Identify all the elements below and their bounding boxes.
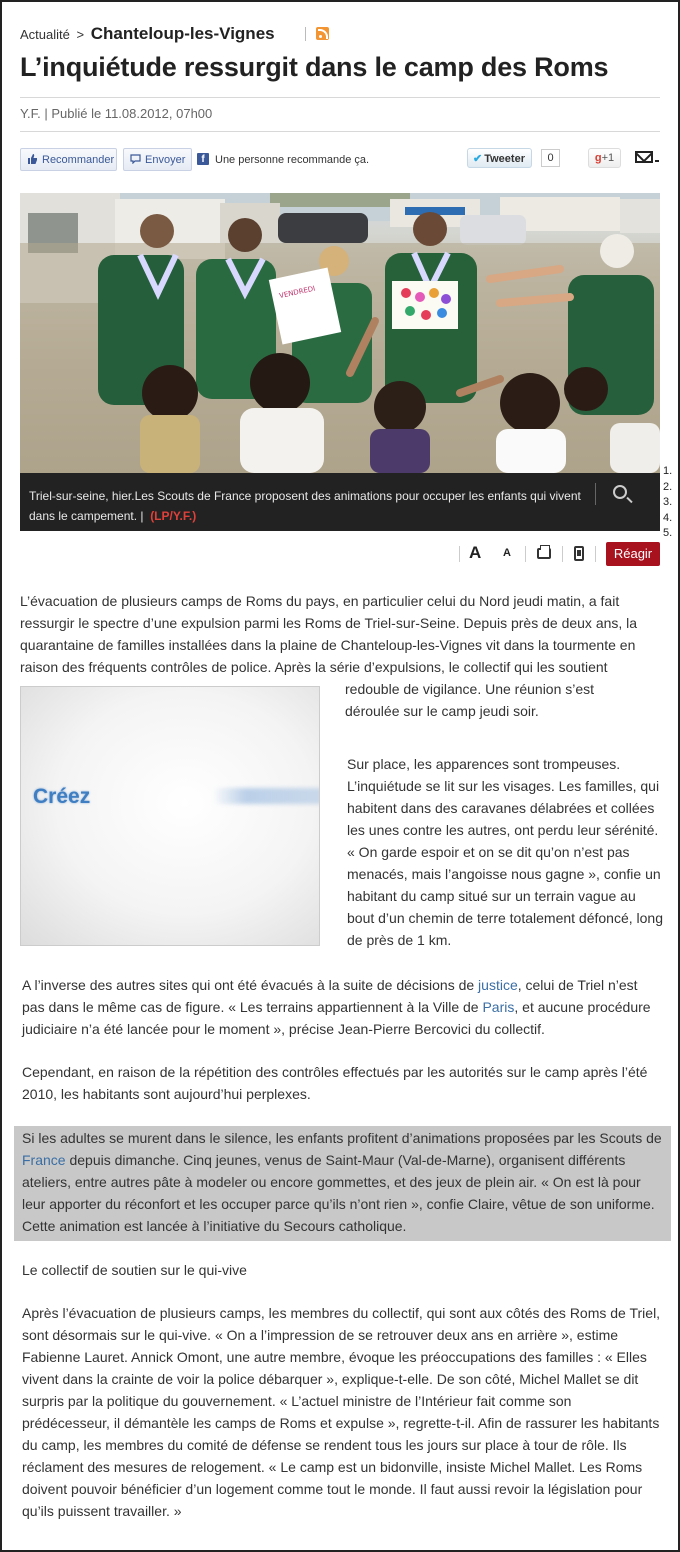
react-button[interactable]: Réagir: [606, 542, 660, 566]
advertisement[interactable]: [20, 686, 320, 946]
caption-divider: [595, 483, 596, 505]
print-icon[interactable]: [537, 548, 551, 559]
divider: [20, 97, 660, 98]
tool-divider: [459, 546, 460, 562]
link-france[interactable]: France: [22, 1152, 66, 1168]
font-increase-button[interactable]: A: [469, 543, 482, 562]
paragraph-1: L’évacuation de plusieurs camps de Roms du pays, en particulier celui du Nord jeudi matin, a fait ressurgir le spectre d’une expulsion parmi les Roms de Triel-sur-Seine. Depuis près de deux ans, la quarantaine de familles installées dans la plaine de Chanteloup-les-Vignes vit dans la tourmente en raison des fréquents contrôles de police. Après la série d’expulsions, le collectif qui les soutient: [20, 593, 638, 675]
subheading: Le collectif de soutien sur le qui-vive: [22, 1262, 247, 1278]
photo-pager: [663, 464, 672, 542]
recommend-button[interactable]: [20, 148, 117, 171]
breadcrumb-city[interactable]: Chanteloup-les-Vignes: [90, 24, 275, 43]
facebook-recommend-text: Une personne recommande ça.: [215, 154, 370, 166]
caption-text: Triel-sur-seine, hier.Les Scouts de France proposent des animations pour occuper les enfants qui vivent dans le campement. | (LP/Y.F.): [29, 489, 581, 523]
divider: [20, 131, 660, 132]
paragraph-6: Après l’évacuation de plusieurs camps, les membres du collectif, qui sont aux côtés des Roms de Triel, sont désormais sur le qui-vive. « On a l’impression de se retrouver deux ans en arrière », estime Fabienne Lauret. Annick Omont, une autre membre, évoque les préoccupations des familles : « Elles vivent dans la crainte de voir la police débarquer », explique-t-elle. De son côté, Michel Mallet se dit surpris par la politique du gouvernement. « L’actuel ministre de l’Intérieur fait comme son prédécesseur, il démantèle les camps de Roms et expulse », regrette-t-il. Afin de rassurer les habitants du camp, les membres du comité de défense se rendent tous les jours sur place à tour de rôle. Ils réclament des mesures de relogement. « Le camp est un bidonville, insiste Michel Mallet. Les Roms doivent pouvoir bénéficier d’un logement comme tout le monde. Il faut aussi revoir la législation pour qu’ils puissent travailler. »: [22, 1305, 661, 1519]
pager-item[interactable]: 4.: [663, 511, 673, 524]
speech-bubble-icon: [130, 154, 141, 164]
breadcrumb-section[interactable]: Actualité: [20, 27, 70, 42]
ad-blurred-text: [213, 788, 320, 804]
photo-caption: [20, 473, 660, 531]
mobile-icon[interactable]: [574, 546, 584, 561]
tweet-button[interactable]: [467, 148, 532, 168]
zoom-icon[interactable]: [613, 485, 627, 499]
caption-credit: (LP/Y.F.): [150, 509, 197, 523]
facebook-icon: f: [197, 153, 209, 165]
send-button[interactable]: [123, 148, 192, 171]
tweet-count: 0: [541, 149, 560, 167]
tool-divider: [562, 546, 563, 562]
paragraph-2: Sur place, les apparences sont trompeuses. L’inquiétude se lit sur les visages. Les familles, qui habitent dans des caravanes délabrées et collées les unes contre les autres, ont perdu leur sérénité. « On garde espoir et on se dit qu’on n’est pas menacés, mais l’angoisse nous gagne », confie un habitant du camp situé sur un terrain vague au bout d’un chemin de terre totalement défoncé, long de près de 1 km.: [347, 756, 663, 948]
ad-text: Créez: [33, 785, 91, 808]
email-icon[interactable]: [635, 151, 653, 163]
rss-icon[interactable]: [316, 27, 329, 40]
tool-divider: [525, 546, 526, 562]
byline: Y.F. | Publié le 11.08.2012, 07h00: [20, 106, 213, 121]
pager-item[interactable]: 5.: [663, 527, 673, 539]
pager-item[interactable]: 2.: [663, 480, 673, 493]
pager-item[interactable]: 1.: [663, 465, 673, 477]
tool-divider: [595, 546, 596, 562]
breadcrumb-divider: [305, 27, 306, 41]
breadcrumb-separator: >: [76, 27, 85, 42]
tweet-label: Tweeter: [484, 153, 525, 165]
article-photo[interactable]: [20, 193, 660, 473]
article-title: L’inquiétude ressurgit dans le camp des Roms: [20, 52, 609, 82]
pager-item[interactable]: 3.: [663, 496, 673, 508]
poster-text: VENDREDI: [278, 284, 317, 301]
google-plus-button[interactable]: g+1: [588, 148, 621, 168]
paragraph-3: A l’inverse des autres sites qui ont été évacués à la suite de décisions de justice, celui de Triel n’est pas dans le même cas de figure. « Les terrains appartiennent à la Ville de Paris, et aucune procédure judiciaire n’a été lancée pour le moment », précise Jean-Pierre Bercovici du collectif.: [22, 977, 651, 1037]
email-icon-accent: [655, 160, 659, 162]
paragraph-1-end: redouble de vigilance. Une réunion s’est déroulée sur le camp jeudi soir.: [345, 681, 595, 719]
twitter-bird-icon: ✔: [473, 153, 483, 165]
photo-illustration: [20, 193, 660, 473]
send-label: Envoyer: [145, 154, 186, 166]
paragraph-4: Cependant, en raison de la répétition des contrôles effectués par les autorités sur le camp après l’été 2010, les habitants sont aujourd’hui perplexes.: [22, 1064, 648, 1102]
link-paris[interactable]: Paris: [482, 999, 515, 1015]
breadcrumb: [20, 24, 275, 44]
paragraph-5: Si les adultes se murent dans le silence, les enfants profitent d’animations proposées par les Scouts de France depuis dimanche. Cinq jeunes, venus de Saint-Maur (Val-de-Marne), organisent différents ateliers, entre autres pâte à modeler ou encore gommettes, et des jeux de plein air. « On est là pour leur apporter du réconfort et les occuper parce qu’ils n’ont rien », confie Claire, vêtue de son uniforme. Cette animation est lancée à l’initiative du Secours catholique.: [22, 1130, 662, 1234]
link-justice[interactable]: justice: [478, 977, 518, 993]
font-decrease-button[interactable]: A: [503, 547, 511, 559]
google-plus-icon: g: [594, 152, 602, 164]
thumbs-up-icon: [27, 154, 38, 164]
recommend-label: Recommander: [42, 154, 115, 166]
